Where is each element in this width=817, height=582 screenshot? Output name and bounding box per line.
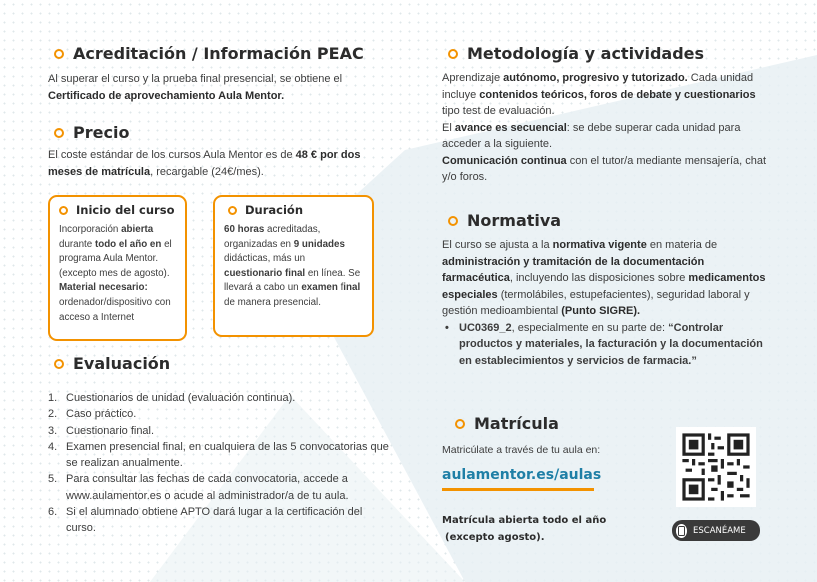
list-item: 1. Cuestionarios de unidad (evaluación continua).: [48, 392, 296, 404]
precio-text: El coste estándar de los cursos Aula Mentor es de 48 € por dos meses de matrícula, recargable (24€/mes).: [48, 149, 361, 178]
matricula-note: Matrícula abierta todo el año (excepto agosto).: [442, 515, 607, 543]
duracion-heading: Duración: [224, 203, 363, 217]
list-item: 4. Examen presencial final, en cualquiera de las 5 convocatorias que se realizan anualmente.: [48, 440, 389, 470]
matricula-text: Matricúlate a través de tu aula en:: [442, 444, 601, 456]
precio-heading: Precio: [54, 123, 129, 142]
bullet-ring-icon: [455, 419, 465, 429]
acreditacion-text: Al superar el curso y la prueba final presencial, se obtiene el Certificado de aprovechamiento Aula Mentor.: [48, 73, 343, 102]
link-underline: [442, 488, 594, 491]
bullet-ring-icon: [59, 206, 68, 215]
normativa-heading: Normativa: [448, 211, 561, 230]
bullet-ring-icon: [54, 128, 64, 138]
aulas-link[interactable]: aulamentor.es/aulas: [442, 467, 602, 483]
bullet-ring-icon: [448, 49, 458, 59]
inicio-curso-heading: Inicio del curso: [59, 203, 176, 217]
normativa-body: [442, 237, 774, 369]
duracion-text: 60 horas acreditadas, organizadas en 9 unidades didácticas, más un cuestionario final en línea. Se llevará a cabo un examen final de manera presencial.: [224, 224, 361, 308]
bullet-ring-icon: [54, 49, 64, 59]
metodologia-text: Aprendizaje autónomo, progresivo y tutorizado. Cada unidad incluye contenidos teóricos, foros de debate y cuestionarios tipo test de evaluación. El avance es secuencial: se debe superar cada unidad para acceder a la siguiente. Comunicación continua con el tutor/a mediante mensajería, chat y/o foros.: [442, 72, 767, 183]
inicio-curso-card: [48, 195, 187, 341]
list-item: 5. Para consultar las fechas de cada convocatoria, accede a www.aulamentor.es o acude al administrador/a de tu aula.: [48, 473, 349, 502]
bullet-ring-icon: [448, 216, 458, 226]
metodologia-section: [448, 44, 704, 63]
qr-code-icon[interactable]: [676, 427, 756, 507]
duracion-card: [213, 195, 374, 337]
evaluacion-list: [48, 390, 393, 537]
matricula-link-wrap: [442, 466, 601, 491]
matricula-heading: Matrícula: [455, 414, 559, 433]
normativa-section: [448, 211, 561, 230]
bullet-ring-icon: [54, 359, 64, 369]
inicio-curso-text: Incorporación abierta durante todo el año en el programa Aula Mentor. (excepto mes de agosto). Material necesario: ordenador/dispositivo con acceso a Internet: [59, 224, 172, 323]
matricula-section: [455, 414, 559, 433]
list-item: 6. Si el alumnado obtiene APTO dará lugar a la certificación del curso.: [48, 506, 363, 535]
evaluacion-section: [54, 354, 170, 373]
scan-badge: ESCANÉAME: [672, 520, 760, 541]
bullet-ring-icon: [228, 206, 237, 215]
precio-section: [54, 123, 129, 142]
list-item: 3. Cuestionario final.: [48, 424, 155, 437]
normativa-list: [442, 320, 774, 370]
acreditacion-section: [54, 44, 364, 63]
list-item: • UC0369_2, especialmente en su parte de: “Controlar productos y materiales, la facturación y la documentación en establecimientos y servicios de farmacia.”: [445, 321, 763, 367]
acreditacion-heading: Acreditación / Información PEAC: [54, 44, 364, 63]
phone-icon: [676, 524, 687, 538]
list-item: 2. Caso práctico.: [48, 408, 137, 421]
evaluacion-heading: Evaluación: [54, 354, 170, 373]
metodologia-heading: Metodología y actividades: [448, 44, 704, 63]
normativa-text: El curso se ajusta a la normativa vigente en materia de administración y tramitación de la documentación farmacéutica, incluyendo las disposiciones sobre medicamentos especiales (termolábiles, estupefacientes), seguridad laboral y gestión medioambiental (Punto SIGRE).: [442, 239, 766, 317]
